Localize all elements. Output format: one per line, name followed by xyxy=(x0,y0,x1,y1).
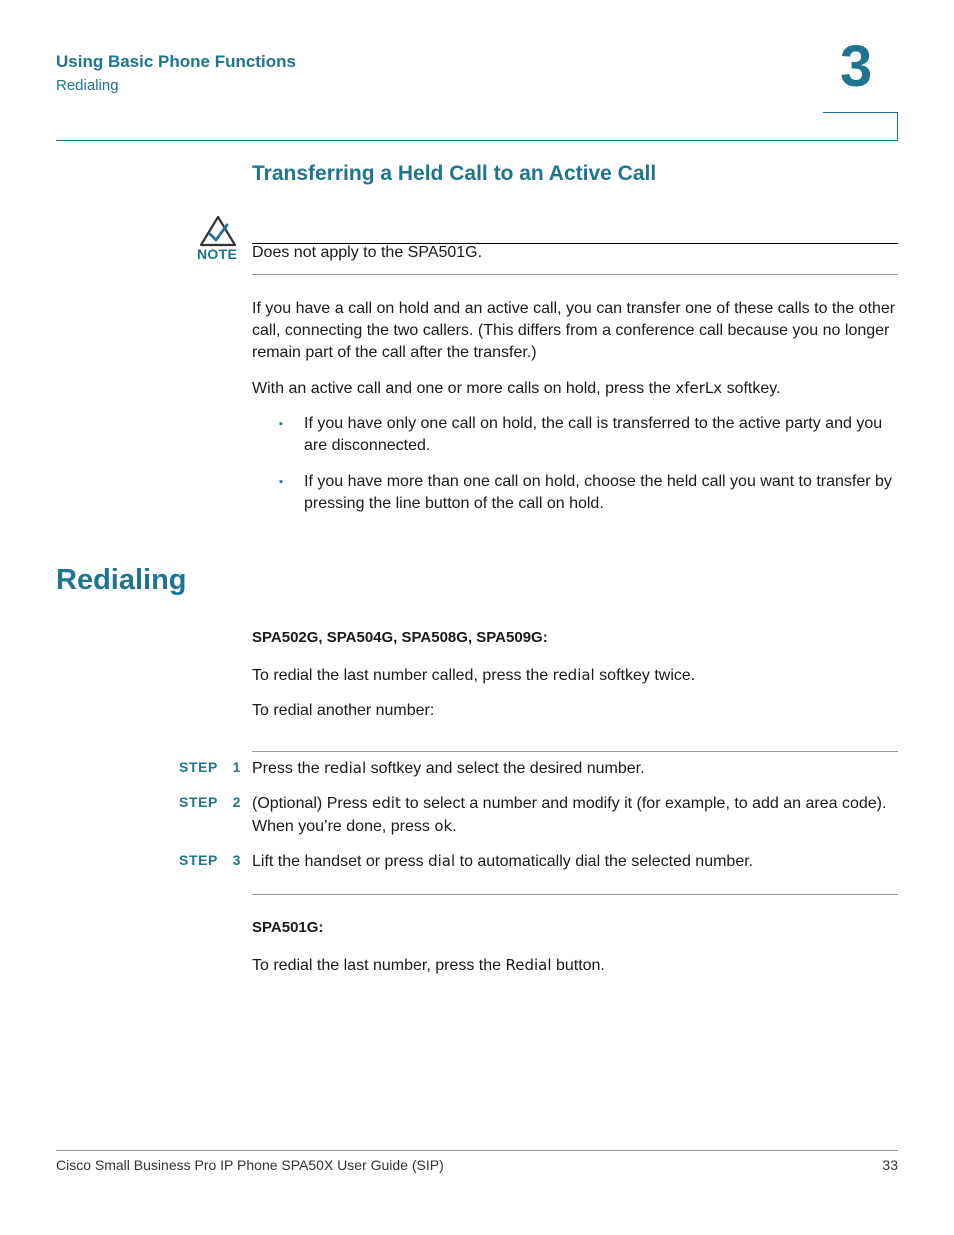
text-run: (Optional) Press xyxy=(252,795,373,812)
softkey-name: edit xyxy=(372,794,401,812)
models-heading: SPA502G, SPA504G, SPA508G, SPA509G: xyxy=(252,629,548,646)
text-run: Press the xyxy=(252,760,325,777)
model-heading-spa501g: SPA501G: xyxy=(252,919,324,936)
paragraph xyxy=(252,664,898,687)
step-label xyxy=(179,759,241,775)
step-text xyxy=(252,792,898,838)
text-run: to select a number and modify it (for example, to add an area code). When you’re done, press xyxy=(252,795,887,835)
paragraph-text: If you have a call on hold and an active call, you can transfer one of these calls to the other call, connecting the two callers. (This differs from a conference call because you no longer remain part of the call after the transfer.) xyxy=(252,300,896,361)
text-run: To redial the last number, press the xyxy=(252,957,506,974)
text-run: Lift the handset or press xyxy=(252,853,429,870)
softkey-name: xferLx xyxy=(675,379,723,397)
footer-title: Cisco Small Business Pro IP Phone SPA50X User Guide (SIP) xyxy=(56,1157,444,1173)
button-name: Redial xyxy=(505,956,552,974)
softkey-name: dial xyxy=(428,852,456,870)
bullet-icon: ▪ xyxy=(279,418,283,430)
paragraph xyxy=(252,298,898,364)
paragraph-text xyxy=(252,377,898,400)
paragraph-text: To redial another number: xyxy=(252,702,435,719)
steps-divider-bottom xyxy=(252,894,898,895)
header-divider xyxy=(56,140,898,141)
step-label xyxy=(179,852,241,868)
page-number: 33 xyxy=(882,1157,898,1173)
step-word: STEP xyxy=(179,852,218,868)
note-text: Does not apply to the SPA501G. xyxy=(252,244,483,261)
step-text xyxy=(252,850,898,873)
paragraph xyxy=(252,377,898,400)
steps-divider-top xyxy=(252,751,898,752)
step-number: 3 xyxy=(232,852,241,868)
section-title-redialing: Redialing xyxy=(56,564,187,596)
softkey-name: ok xyxy=(434,817,453,835)
bullet-icon: ▪ xyxy=(279,476,283,488)
step-text xyxy=(252,757,898,780)
step-label xyxy=(179,794,241,810)
chapter-tab-outline xyxy=(823,112,898,140)
paragraph-text xyxy=(252,664,898,687)
text-run: . xyxy=(452,818,457,835)
softkey-name: redial xyxy=(324,759,367,777)
section-title-transfer: Transferring a Held Call to an Active Call xyxy=(252,162,657,185)
list-item: If you have more than one call on hold, choose the held call you want to transfer by pressing the line button of the call on hold. xyxy=(304,473,892,512)
note-divider-bottom xyxy=(252,274,898,275)
chapter-number: 3 xyxy=(840,34,873,99)
list-item: If you have only one call on hold, the call is transferred to the active party and you are disconnected. xyxy=(304,415,883,454)
text-run: With an active call and one or more calls on hold, press the xyxy=(252,380,676,397)
text-run: to automatically dial the selected number. xyxy=(455,853,754,870)
text-run: button. xyxy=(551,957,605,974)
softkey-name: redial xyxy=(552,666,595,684)
note-label: NOTE xyxy=(197,246,238,262)
paragraph-text xyxy=(252,954,898,977)
paragraph xyxy=(252,954,898,977)
step-number: 1 xyxy=(232,759,241,775)
text-run: softkey and select the desired number. xyxy=(366,760,645,777)
step-number: 2 xyxy=(232,794,241,810)
text-run: softkey. xyxy=(722,380,781,397)
step-word: STEP xyxy=(179,759,218,775)
paragraph xyxy=(252,700,898,722)
step-word: STEP xyxy=(179,794,218,810)
text-run: softkey twice. xyxy=(594,667,696,684)
footer-divider xyxy=(56,1150,898,1151)
chapter-title: Using Basic Phone Functions xyxy=(56,52,296,71)
text-run: To redial the last number called, press the xyxy=(252,667,553,684)
section-breadcrumb: Redialing xyxy=(56,77,119,94)
note-check-icon xyxy=(198,215,238,247)
